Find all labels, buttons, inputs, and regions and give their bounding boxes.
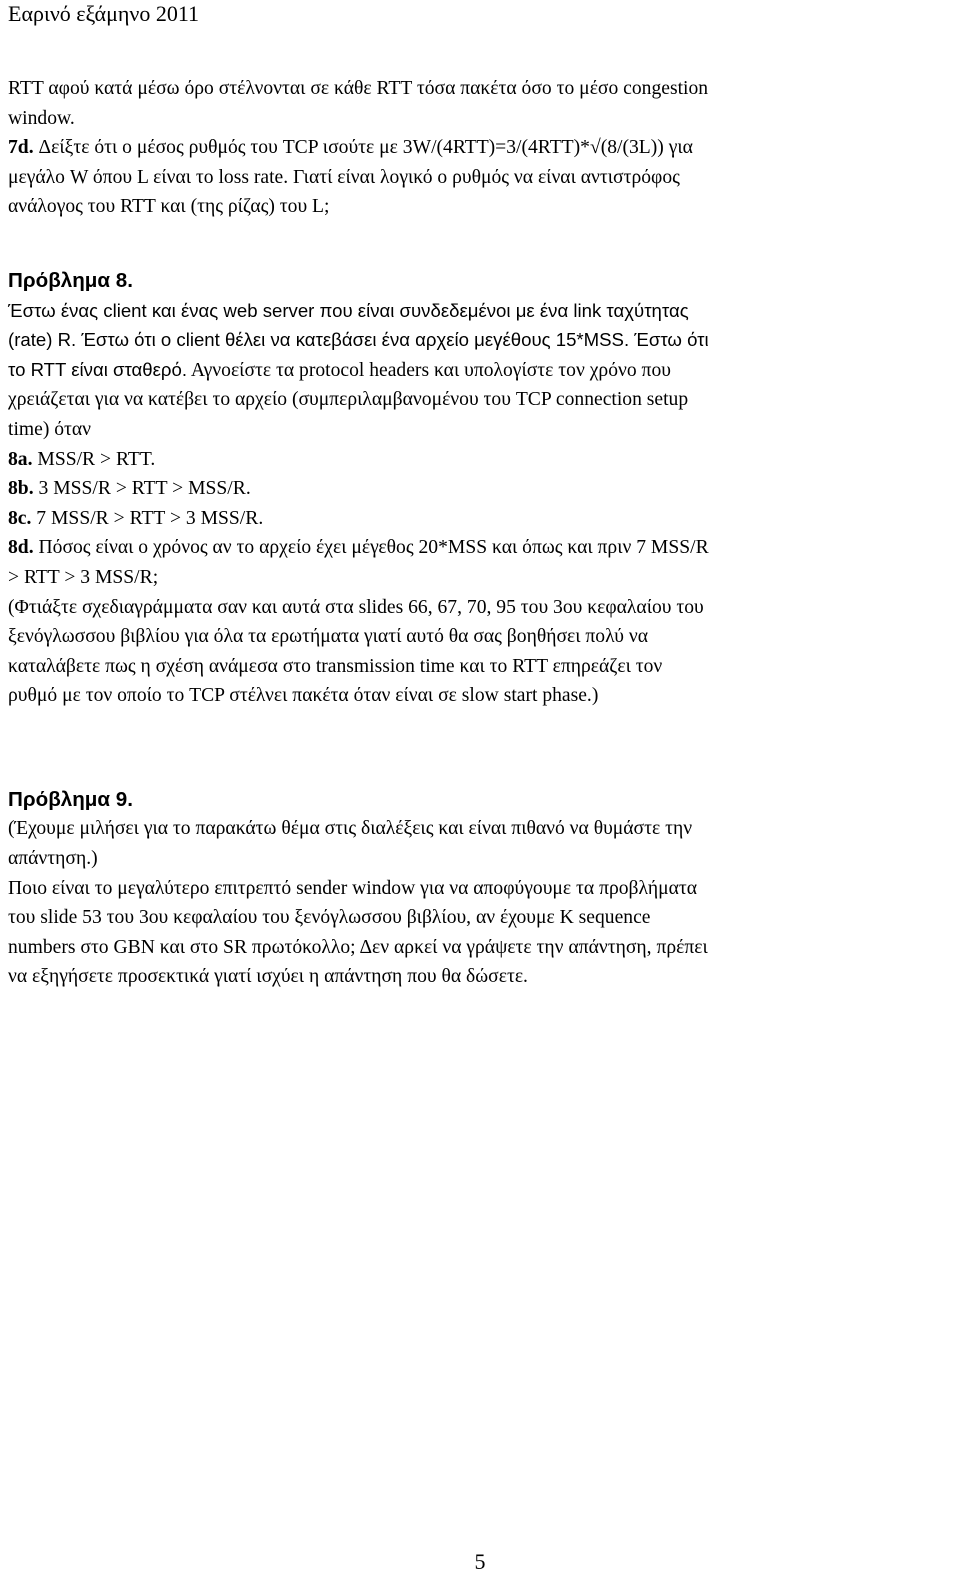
problem-9-line: numbers στο GBN και στο SR πρωτόκολλο; Δεν αρκεί να γράψετε την απάντηση, πρέπει xyxy=(8,936,708,958)
question-8b xyxy=(8,474,952,504)
page-header: Εαρινό εξάμηνο 2011 xyxy=(8,1,199,26)
problem-9-line: να εξηγήσετε προσεκτικά γιατί ισχύει η απάντηση που θα δώσετε. xyxy=(8,966,528,988)
question-8c xyxy=(8,504,952,534)
question-8a-label: 8a. xyxy=(8,448,33,470)
problem-9-line: απάντηση.) xyxy=(8,848,98,870)
question-8a-text: MSS/R > RTT. xyxy=(32,448,156,470)
question-8c-text: 7 MSS/R > RTT > 3 MSS/R. xyxy=(31,507,264,529)
problem-8-line: time) όταν xyxy=(8,418,92,440)
problem-8-heading: Πρόβλημα 8. xyxy=(8,268,133,292)
problem-8-line: Έστω ένας client και ένας web server που είναι συνδεδεμένοι με ένα link ταχύτητας xyxy=(8,299,689,321)
question-8d-line: > RTT > 3 MSS/R; xyxy=(8,566,159,588)
problem-8-note-line: ρυθμό με τον οποίο το TCP στέλνει πακέτα όταν είναι σε slow start phase.) xyxy=(8,685,599,707)
problem-8-line: χρειάζεται για να κατέβει το αρχείο (συμπεριλαμβανομένου του TCP connection setup xyxy=(8,389,689,411)
question-7d-line: ανάλογος του RTT και (της ρίζας) του L; xyxy=(8,196,330,218)
problem-9-heading: Πρόβλημα 9. xyxy=(8,787,133,811)
question-8b-text: 3 MSS/R > RTT > MSS/R. xyxy=(33,478,251,500)
intro-line: window. xyxy=(8,107,75,129)
question-8d xyxy=(8,533,952,563)
document-body xyxy=(8,74,952,992)
problem-8-note-line: ξενόγλωσσου βιβλίου για όλα τα ερωτήματα γιατί αυτό θα σας βοηθήσει πολύ να xyxy=(8,626,648,648)
question-7d-text: Δείξτε ότι ο μέσος ρυθμός του TCP ισούτε με 3W/(4RTT)=3/(4RTT)*√(8/(3L)) για xyxy=(33,137,693,159)
question-8d-label: 8d. xyxy=(8,537,34,559)
problem-8-note-line: καταλάβετε πως η σχέση ανάμεσα στο transmission time και το RTT επηρεάζει τον xyxy=(8,655,663,677)
problem-8-line-rest: Αγνοείστε τα protocol headers και υπολογίστε τον χρόνο που xyxy=(187,359,671,381)
problem-9-line: του slide 53 του 3ου κεφαλαίου του ξενόγλωσσου βιβλίου, αν έχουμε K sequence xyxy=(8,907,651,929)
question-7d-line: μεγάλο W όπου L είναι το loss rate. Γιατί είναι λογικό ο ρυθμός να είναι αντιστρόφος xyxy=(8,166,680,188)
question-8d-text: Πόσος είναι ο χρόνος αν το αρχείο έχει μέγεθος 20*MSS και όπως και πριν 7 MSS/R xyxy=(33,537,709,559)
page-number: 5 xyxy=(474,1549,486,1574)
problem-8-note-line: (Φτιάξτε σχεδιαγράμματα σαν και αυτά στα slides 66, 67, 70, 95 του 3ου κεφαλαίου του xyxy=(8,596,704,618)
problem-9-line: (Έχουμε μιλήσει για το παρακάτω θέμα στις διαλέξεις και είναι πιθανό να θυμάστε την xyxy=(8,818,693,840)
problem-9-line: Ποιο είναι το μεγαλύτερο επιτρεπτό sender window για να αποφύγουμε τα προβλήματα xyxy=(8,877,697,899)
question-8a xyxy=(8,445,952,475)
question-8c-label: 8c. xyxy=(8,507,32,529)
intro-line: RTT αφού κατά μέσω όρο στέλνονται σε κάθε RTT τόσα πακέτα όσο το μέσο congestion xyxy=(8,78,709,99)
question-7d-label: 7d. xyxy=(8,137,34,159)
problem-8-line xyxy=(8,355,952,386)
question-7d xyxy=(8,133,952,163)
problem-8-line-start: το RTT είναι σταθερό. xyxy=(8,358,188,380)
question-8b-label: 8b. xyxy=(8,478,34,500)
problem-8-line: (rate) R. Έστω ότι ο client θέλει να κατεβάσει ένα αρχείο μεγέθους 15*MSS. Έστω ότι xyxy=(8,329,709,351)
